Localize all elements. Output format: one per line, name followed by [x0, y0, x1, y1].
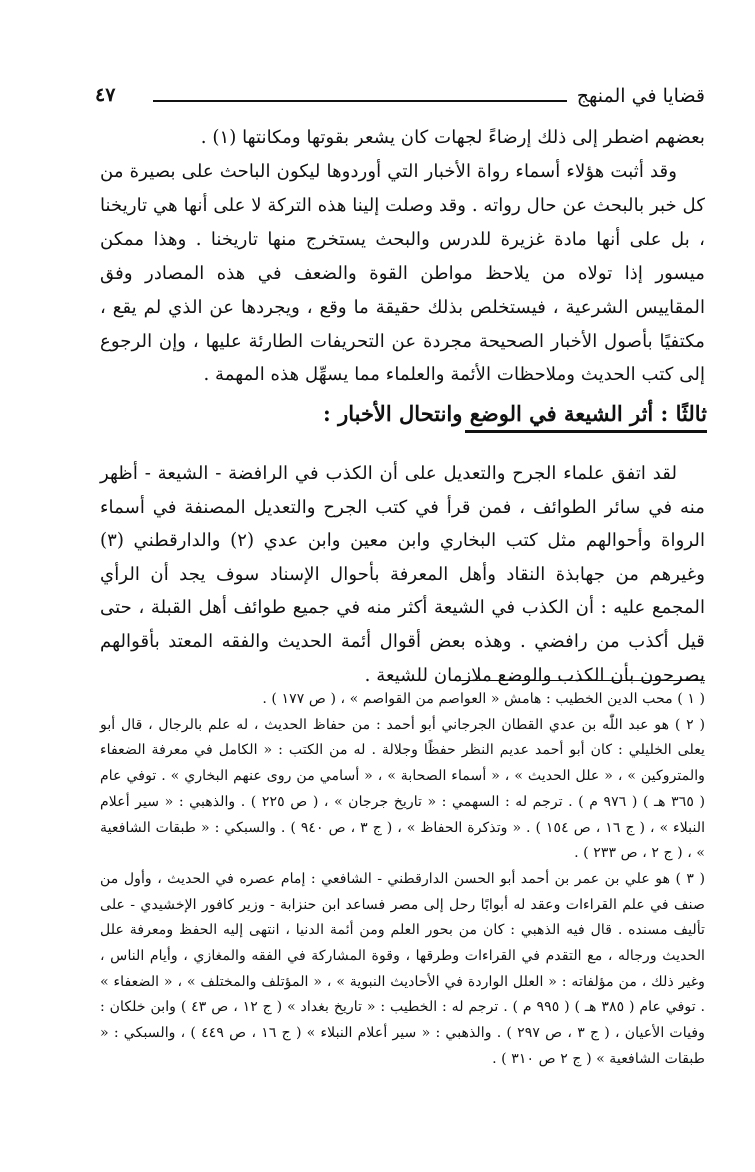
footnote-1: ( ١ ) محب الدين الخطيب : هامش « العواصم من القواصم » ، ( ص ١٧٧ ) . [262, 691, 705, 707]
footnotes [100, 687, 705, 1077]
paragraph-narrators [100, 155, 705, 400]
section-heading-text: ثالثًا : أثر الشيعة في الوضع وانتحال الأخبار : [323, 401, 707, 426]
section-heading-underline [465, 430, 707, 433]
paragraph-1-text: بعضهم اضطر إلى ذلك إرضاءً لجهات كان يشعر بقوتها ومكانتها (١) . [200, 127, 705, 148]
running-header-title: قضايا في المنهج [576, 85, 705, 107]
running-header [95, 80, 705, 114]
page-number: ٤٧ [95, 84, 116, 106]
paragraph-continuation [100, 121, 705, 157]
paragraph-3-text: لقد اتفق علماء الجرح والتعديل على أن الكذب في الرافضة - الشيعة - أظهر منه في سائر الطوائف ، فمن قرأ في كتب الجرح والتعديل المصنفة في أسماء الرواة وأحوالهم مثل كتب البخاري وابن معين وابن عدي (٢) والدارقطني (٣) وغيرهم من جهابذة النقاد وأهل المعرفة بأحوال الإسناد سوف يجد أن الرأي المجمع عليه : أن الكذب في الشيعة أكثر منه في جميع طوائف أهل القبلة ، حتى قيل أكذب من رافضي . وهذه بعض أقوال أئمة الحديث والفقه المعتد بأقوالهم يصرحون بأن الكذب والوضع ملازمان للشيعة . [100, 463, 705, 686]
footnote-separator [452, 680, 705, 681]
header-rule [153, 100, 567, 102]
paragraph-2-text: وقد أثبت هؤلاء أسماء رواة الأخبار التي أوردوها ليكون الباحث على بصيرة من كل خبر بالبحث عن حال رواته . وقد وصلت إلينا هذه التركة لا على أنها هي تاريخنا ، بل على أنها مادة غزيرة للدرس والبحث يستخرج منها تاريخنا . وهذا ممكن ميسور إذا تولاه من يلاحظ مواطن القوة والضعف في هذه المصادر وفق المقاييس الشرعية ، فيستخلص بذلك حقيقة ما وقع ، ويجردها عن الذي لم يقع ، مكتفيًا بأصول الأخبار الصحيحة مجردة عن التحريفات الطارئة عليها ، وإن الرجوع إلى كتب الحديث وملاحظات الأئمة والعلماء مما يسهِّل هذه المهمة . [100, 161, 705, 386]
footnote-3: ( ٣ ) هو علي بن عمر بن أحمد أبو الحسن الدارقطني - الشافعي : إمام عصره في الحديث ، وأول من صنف في علم القراءات وعقد له أبوابًا رحل إلى مصر فساعد ابن حنزابة - وزير كافور الإخشيدي - على تأليف مسنده . قال فيه الذهبي : كان من بحور العلم ومن أئمة الدنيا ، انتهى إليه الحفظ ومعرفة علل الحديث ورجاله ، مع التقدم في القراءات وطرقها ، وقوة المشاركة في الفقه والمغازي ، وأيام الناس ، وغير ذلك ، من مؤلفاته : « العلل الواردة في الأحاديث النبوية » ، « المؤتلف والمختلف » ، « الضعفاء » . توفي عام ( ٣٨٥ هـ ) ( ٩٩٥ م ) . ترجم له : الخطيب : « تاريخ بغداد » ( ج ١٢ ، ص ٤٣ ) وابن خلكان : وفيات الأعيان ، ( ج ٣ ، ص ٢٩٧ ) . والذهبي : « سير أعلام النبلاء » ( ج ١٦ ، ص ٤٤٩ ) ، والسبكي : « طبقات الشافعية » ( ج ٢ ص ٣١٠ ) . [100, 870, 706, 1067]
section-heading [95, 394, 707, 438]
footnote-2: ( ٢ ) هو عبد اللّٰه بن عدي القطان الجرجاني أبو أحمد : من حفاظ الحديث ، له علم بالرجال ، قال أبو يعلى الخليلي : كان أبو أحمد عديم النظر حفظًا وجلالة . له من الكتب : « الكامل في معرفة الضعفاء والمتروكين » ، « علل الحديث » ، « أسماء الصحابة » ، « أسامي من روى عنهم البخاري » . توفي عام ( ٣٦٥ هـ ) ( ٩٧٦ م ) . ترجم له : السهمي : « تاريخ جرجان » ، ( ص ٢٢٥ ) . والذهبي : « سير أعلام النبلاء » ، ( ج ١٦ ، ص ١٥٤ ) . « وتذكرة الحفاظ » ، ( ج ٣ ، ص ٩٤٠ ) . والسبكي : « طبقات الشافعية » ، ( ج ٢ ، ص ٢٣٣ ) . [100, 716, 706, 862]
paragraph-shia-fabrication [100, 457, 705, 686]
